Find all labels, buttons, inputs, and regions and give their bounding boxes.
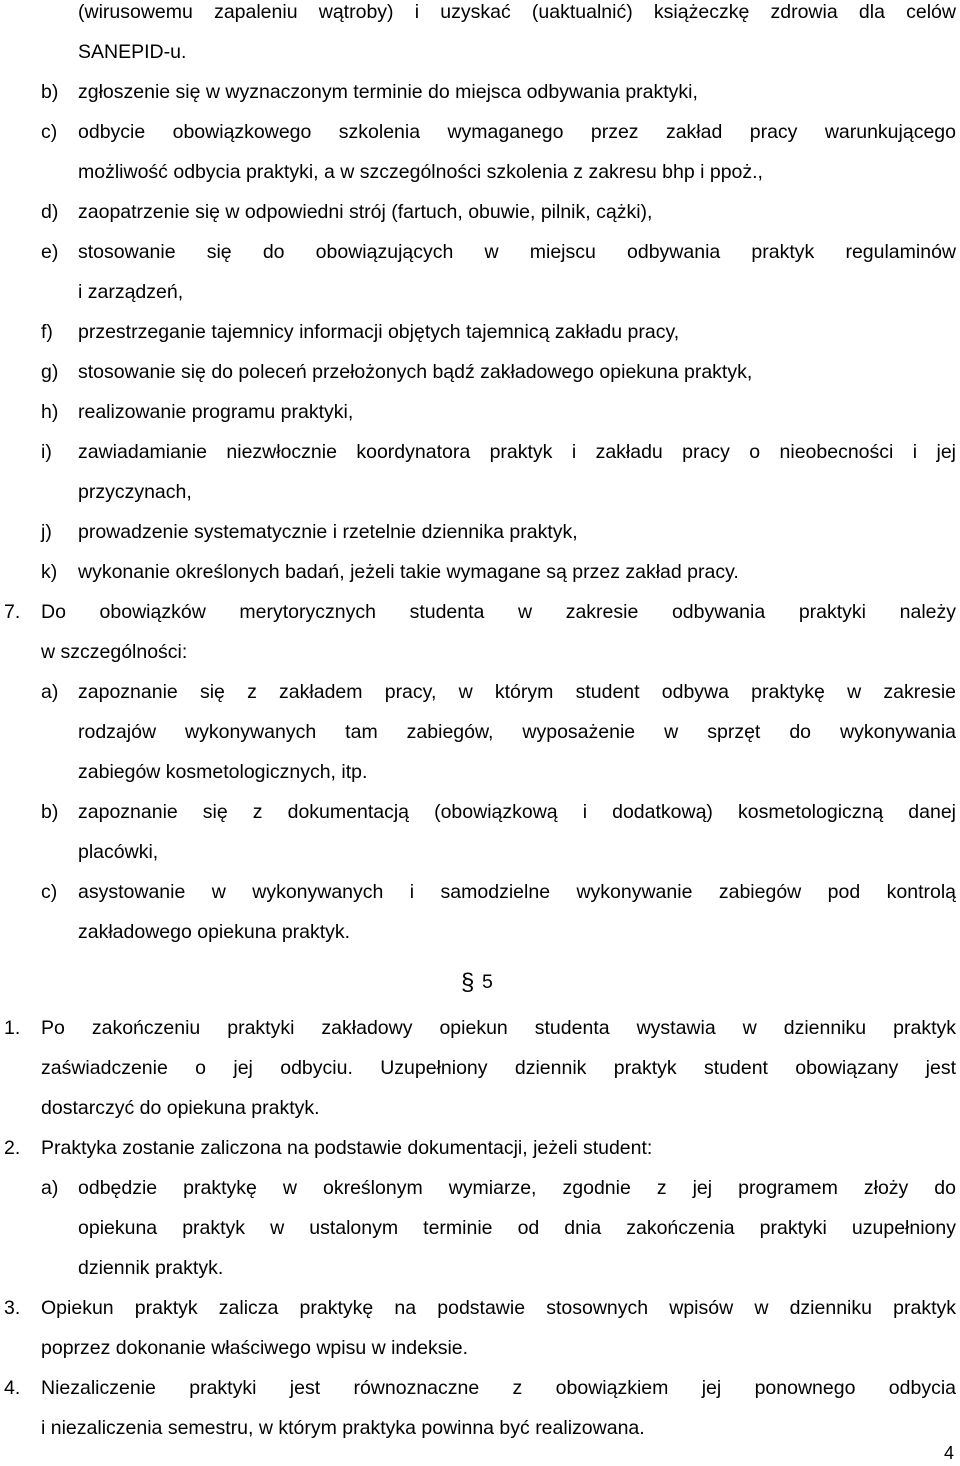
list-item-text: przyczynach, — [78, 481, 192, 503]
point-text: poprzez dokonanie właściwego wpisu w indeksie. — [41, 1337, 469, 1359]
list-item-text: realizowanie programu praktyki, — [78, 401, 354, 423]
point-text: Do obowiązków merytorycznych studenta w zakresie odbywania praktyki należy — [41, 601, 956, 623]
list-item-text: możliwość odbycia praktyki, a w szczególności szkolenia z zakresu bhp i ppoż., — [78, 161, 763, 183]
section-sign: § — [461, 969, 475, 996]
list-marker: a) — [41, 681, 59, 703]
page-number: 4 — [944, 1443, 955, 1463]
list-marker: j) — [41, 521, 52, 543]
list-item-text: zgłoszenie się w wyznaczonym terminie do miejsca odbywania praktyki, — [78, 81, 698, 103]
list-item-text: prowadzenie systematycznie i rzetelnie dziennika praktyk, — [78, 521, 578, 543]
point-text: Po zakończeniu praktyki zakładowy opiekun studenta wystawia w dzienniku praktyk — [41, 1017, 956, 1039]
list-item-text: opiekuna praktyk w ustalonym terminie od dnia zakończenia praktyki uzupełniony — [78, 1217, 956, 1239]
list-item-text: zaopatrzenie się w odpowiedni strój (fartuch, obuwie, pilnik, cążki), — [78, 201, 653, 223]
list-marker: f) — [41, 321, 53, 343]
list-marker: b) — [41, 801, 59, 823]
list-item-text: stosowanie się do obowiązujących w miejscu odbywania praktyk regulaminów — [78, 241, 956, 263]
list-marker: g) — [41, 361, 59, 383]
list-item-text: zapoznanie się z zakładem pracy, w którym student odbywa praktykę w zakresie — [78, 681, 956, 703]
list-item-text: odbycie obowiązkowego szkolenia wymaganego przez zakład pracy warunkującego — [78, 121, 956, 143]
list-item-text: stosowanie się do poleceń przełożonych bądź zakładowego opiekuna praktyk, — [78, 361, 753, 383]
list-item-text: zawiadamianie niezwłocznie koordynatora praktyk i zakładu pracy o nieobecności i jej — [78, 441, 956, 463]
point-text: Opiekun praktyk zalicza praktykę na podstawie stosownych wpisów w dzienniku praktyk — [41, 1297, 956, 1319]
list-item-text: asystowanie w wykonywanych i samodzielne wykonywanie zabiegów pod kontrolą — [78, 881, 956, 903]
point-text: Praktyka zostanie zaliczona na podstawie dokumentacji, jeżeli student: — [41, 1137, 653, 1159]
list-marker: d) — [41, 201, 59, 223]
point-marker: 7. — [4, 601, 21, 623]
list-item-text: wykonanie określonych badań, jeżeli takie wymagane są przez zakład pracy. — [78, 561, 739, 583]
list-item-text: zakładowego opiekuna praktyk. — [78, 921, 351, 943]
paragraph-line: SANEPID-u. — [78, 41, 187, 63]
paragraph-line: (wirusowemu zapaleniu wątroby) i uzyskać (uaktualnić) książeczkę zdrowia dla celów — [78, 1, 956, 23]
list-item-text: zapoznanie się z dokumentacją (obowiązkową i dodatkową) kosmetologiczną danej — [78, 801, 956, 823]
list-item-text: rodzajów wykonywanych tam zabiegów, wyposażenie w sprzęt do wykonywania — [78, 721, 956, 743]
list-marker: h) — [41, 401, 59, 423]
point-marker: 2. — [4, 1137, 21, 1159]
point-text: zaświadczenie o jej odbyciu. Uzupełniony dziennik praktyk student obowiązany jest — [41, 1057, 956, 1079]
list-item-text: placówki, — [78, 841, 159, 863]
list-item-text: dziennik praktyk. — [78, 1257, 224, 1279]
list-marker: c) — [41, 881, 58, 903]
list-marker: a) — [41, 1177, 59, 1199]
point-text: Niezaliczenie praktyki jest równoznaczne z obowiązkiem jej ponownego odbycia — [41, 1377, 956, 1399]
list-marker: b) — [41, 81, 59, 103]
point-text: w szczególności: — [41, 641, 188, 663]
list-marker: c) — [41, 121, 58, 143]
list-marker: i) — [41, 441, 52, 463]
list-item-text: odbędzie praktykę w określonym wymiarze, zgodnie z jej programem złoży do — [78, 1177, 956, 1199]
point-marker: 1. — [4, 1017, 21, 1039]
list-item-text: zabiegów kosmetologicznych, itp. — [78, 761, 368, 783]
list-marker: e) — [41, 241, 59, 263]
point-marker: 3. — [4, 1297, 21, 1319]
list-item-text: przestrzeganie tajemnicy informacji objętych tajemnicą zakładu pracy, — [78, 321, 680, 343]
section-number: 5 — [482, 971, 493, 993]
list-item-text: i zarządzeń, — [78, 281, 184, 303]
point-text: i niezaliczenia semestru, w którym praktyka powinna być realizowana. — [41, 1417, 645, 1439]
list-marker: k) — [41, 561, 58, 583]
point-marker: 4. — [4, 1377, 21, 1399]
point-text: dostarczyć do opiekuna praktyk. — [41, 1097, 320, 1119]
